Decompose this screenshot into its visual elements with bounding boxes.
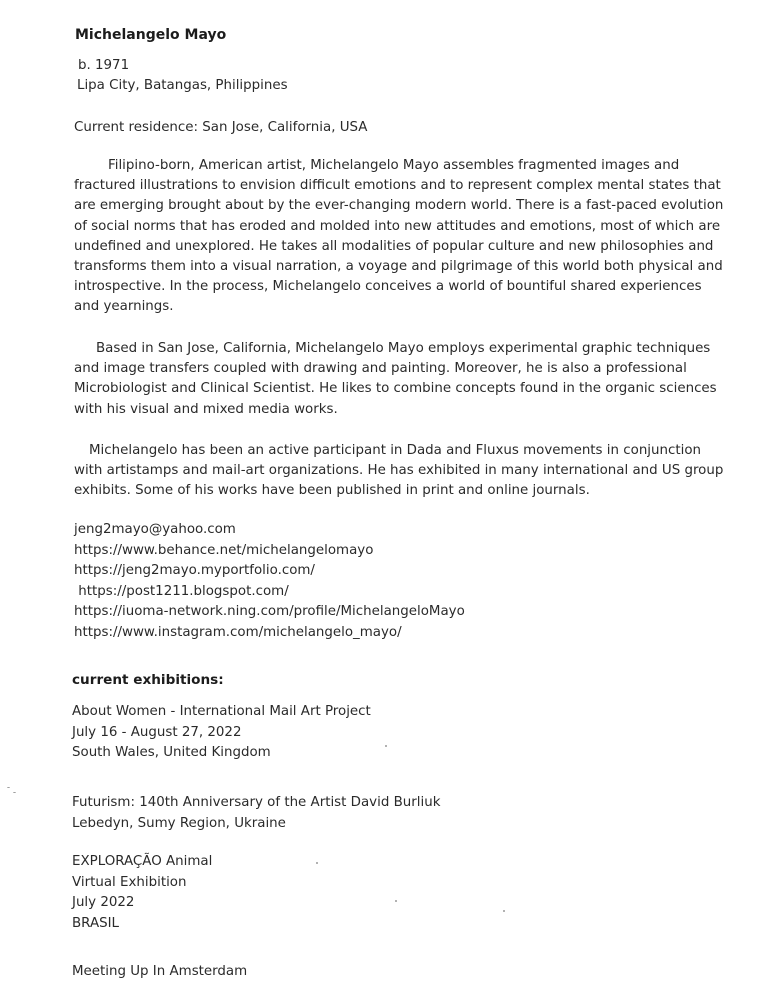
bio-p2-line: and image transfers coupled with drawing and painting. Moreover, he is also a professional [74, 361, 687, 377]
bio-paragraph-3 [74, 441, 724, 502]
exhibition-title: EXPLORAÇÃO Animal [72, 854, 213, 869]
bio-paragraph-1 [74, 156, 724, 318]
exhibition-format: Virtual Exhibition [72, 874, 187, 890]
exhibitions-heading: current exhibitions: [72, 672, 224, 688]
exhibition-title: About Women - International Mail Art Project [72, 704, 371, 719]
bio-p2-line: Microbiologist and Clinical Scientist. He likes to combine concepts found in the organic sciences [74, 381, 717, 397]
exhibition-location: South Wales, United Kingdom [72, 745, 271, 760]
exhibition-location: BRASIL [72, 915, 120, 931]
bio-p1-line: transforms them into a visual narration, a voyage and pilgrimage of this world both physical and [74, 259, 723, 275]
exhibition-dates: July 2022 [72, 895, 135, 910]
scan-speck [7, 787, 10, 788]
bio-p1-line: of social norms that has eroded and molded into new attitudes and emotions, most of which are [74, 218, 721, 234]
artist-name: Michelangelo Mayo [75, 27, 227, 43]
blog-link[interactable]: https://post1211.blogspot.com/ [74, 583, 289, 599]
bio-p3-line: exhibits. Some of his works have been published in print and online journals. [74, 483, 590, 499]
email-address[interactable]: jeng2mayo@yahoo.com [74, 522, 236, 537]
exhibition-title: Futurism: 140th Anniversary of the Artist David Burliuk [72, 795, 441, 810]
bio-p2-line: with his visual and mixed media works. [74, 401, 338, 417]
exhibition-entry [72, 962, 247, 983]
bio-p3-line: Michelangelo has been an active participant in Dada and Fluxus movements in conjunction [89, 443, 702, 458]
bio-paragraph-2 [74, 339, 717, 420]
bio-p1-line: undefined and unexplored. He takes all modalities of popular culture and new philosophies and [74, 238, 714, 254]
bio-p1-line: fractured illustrations to envision difficult emotions and to represent complex mental states that [74, 178, 721, 194]
exhibition-entry [72, 702, 371, 764]
bio-p3-line: with artistamps and mail-art organizations. He has exhibited in many international and US group [74, 463, 724, 479]
scan-speck [385, 745, 387, 747]
contact-list [74, 520, 465, 643]
behance-link[interactable]: https://www.behance.net/michelangelomayo [74, 542, 374, 558]
bio-p1-line: Filipino-born, American artist, Michelangelo Mayo assembles fragmented images and [108, 158, 680, 173]
exhibition-title: Meeting Up In Amsterdam [72, 964, 248, 979]
exhibition-location: Lebedyn, Sumy Region, Ukraine [72, 815, 286, 831]
exhibition-dates: July 16 - August 27, 2022 [72, 724, 242, 740]
instagram-link[interactable]: https://www.instagram.com/michelangelo_mayo/ [74, 624, 402, 640]
birth-year: b. 1971 [78, 58, 130, 73]
scan-speck [13, 792, 16, 793]
bio-p2-line: Based in San Jose, California, Michelangelo Mayo employs experimental graphic techniques [96, 341, 711, 356]
portfolio-link[interactable]: https://jeng2mayo.myportfolio.com/ [74, 563, 315, 578]
scan-speck [395, 900, 397, 902]
scan-speck [503, 910, 505, 912]
bio-p1-line: introspective. In the process, Michelangelo conceives a world of bountiful shared experiences [74, 279, 702, 295]
exhibition-entry [72, 793, 440, 834]
exhibition-entry [72, 852, 212, 934]
current-residence: Current residence: San Jose, California, USA [74, 120, 368, 135]
birthplace: Lipa City, Batangas, Philippines [77, 78, 288, 93]
iuoma-link[interactable]: https://iuoma-network.ning.com/profile/MichelangeloMayo [74, 604, 465, 619]
bio-p1-line: and yearnings. [74, 299, 174, 315]
scan-speck [316, 862, 318, 864]
bio-p1-line: are emerging brought about by the ever-changing modern world. There is a fast-paced evolution [74, 198, 724, 214]
